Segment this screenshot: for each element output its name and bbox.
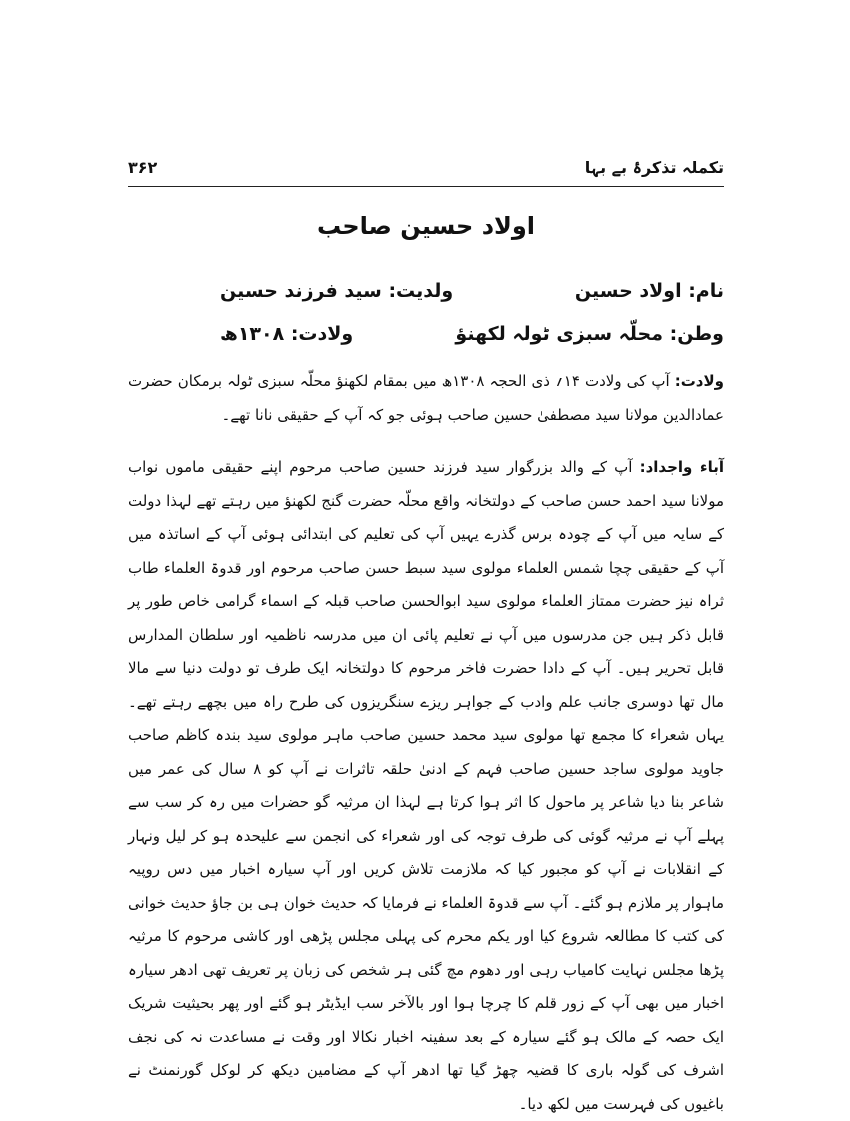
header-rule xyxy=(128,186,724,187)
name-field: نام: اولاد حسین xyxy=(574,280,724,302)
birth-field: ولادت: ۱۳۰۸ھ xyxy=(220,323,354,345)
info-row-homeland xyxy=(200,323,724,363)
paragraph-lead: ولادت: xyxy=(674,372,724,390)
info-row-name xyxy=(200,280,724,320)
paragraph-ancestry xyxy=(128,451,724,1121)
article-title: اولاد حسین صاحب xyxy=(316,212,536,240)
book-title: تکملہ تذکرۂ بے بہا xyxy=(584,158,724,177)
paragraph-birth xyxy=(128,365,724,432)
parentage-field: ولدیت: سید فرزند حسین xyxy=(220,280,454,302)
homeland-field: وطن: محلّہ سبزی ٹولہ لکھنؤ xyxy=(455,323,724,345)
running-header xyxy=(128,158,724,186)
paragraph-text: آپ کے والد بزرگوار سید فرزند حسین صاحب مرحوم اپنے حقیقی ماموں نواب مولانا سید احمد حسن صاحب کے دولتخانہ واقع محلّہ حضرت گنج لکھنؤ میں رہتے تھے لہذا دولت کے سایہ میں آپ کے چودہ برس گذرے یہیں آپ کی تعلیم کی ابتدائی ہوئی آپ کے اساتذہ میں آپ کے حقیقی چچا شمس العلماء مولوی سید سبط حسن صاحب مرحوم اور قدوۃ العلماء طاب ثراہ نیز حضرت ممتاز العلماء مولوی سید ابوالحسن صاحب قبلہ کے اسماء گرامی خاص طور پر قابل ذکر ہیں جن مدرسوں میں آپ نے تعلیم پائی ان میں مدرسہ ناظمیہ اور سلطان المدارس قابل تحریر ہیں۔ آپ کے دادا حضرت فاخر مرحوم کا دولتخانہ ایک طرف تو دولت دنیا سے مالا مال تھا دوسری جانب علم وادب کے جواہر ریزے سنگریزوں کی طرح راہ میں بچھے رہتے تھے۔ یہاں شعراء کا مجمع تھا مولوی سید محمد حسین صاحب ماہر مولوی سید بندہ کاظم صاحب جاوید مولوی ساجد حسین صاحب فہم کے ادنیٰ حلقہ تاثرات نے آپ کو ۸ سال کی عمر میں شاعر بنا دیا شاعر پر ماحول کا اثر ہوا کرتا ہے لہذا ان مرثیہ گو حضرات میں رہ کر سب سے پہلے آپ نے مرثیہ گوئی کی طرف توجہ کی اور شعراء کی انجمن سے علیحدہ ہو کر لیل ونہار کے انقلابات نے آپ کو مجبور کیا کہ ملازمت تلاش کریں اور آپ سیارہ اخبار میں دس روپیہ ماہوار پر ملازم ہو گئے۔ آپ سے قدوۃ العلماء نے فرمایا کہ حدیث خوان ہی بن جاؤ حدیث خوانی کی کتب کا مطالعہ شروع کیا اور یکم محرم کی پہلی مجلس پڑھی اور کاشی مرحوم کا مرثیہ پڑھا مجلس نہایت کامیاب رہی اور دھوم مچ گئی ہر شخص کی زبان پر تعریف تھی ادھر سیارہ اخبار میں بھی آپ کے زور قلم کا چرچا ہوا اور بالآخر سب ایڈیٹر ہو گئے اور پھر بحیثیت شریک ایک حصہ کے مالک ہو گئے سیارہ کے بعد سفینہ اخبار نکالا اور وقت نے مساعدت نہ کی نجف اشرف کی گولہ باری کا قضیہ چھڑ گیا تھا ادھر آپ کے مضامین دیکھ کر لوکل گورنمنٹ نے باغیوں کی فہرست میں لکھ دیا۔ xyxy=(128,458,725,1113)
paragraph-text: آپ کی ولادت ۱۴؍ ذی الحجہ ۱۳۰۸ھ میں بمقام لکھنؤ محلّہ سبزی ٹولہ برمکان حضرت عمادالدین مولانا سید مصطفیٰ حسین صاحب ہوئی جو کہ آپ کے حقیقی نانا تھے۔ xyxy=(128,372,724,424)
paragraph-lead: آباء واجداد: xyxy=(639,458,725,476)
page-number: ۳۶۲ xyxy=(128,158,158,177)
